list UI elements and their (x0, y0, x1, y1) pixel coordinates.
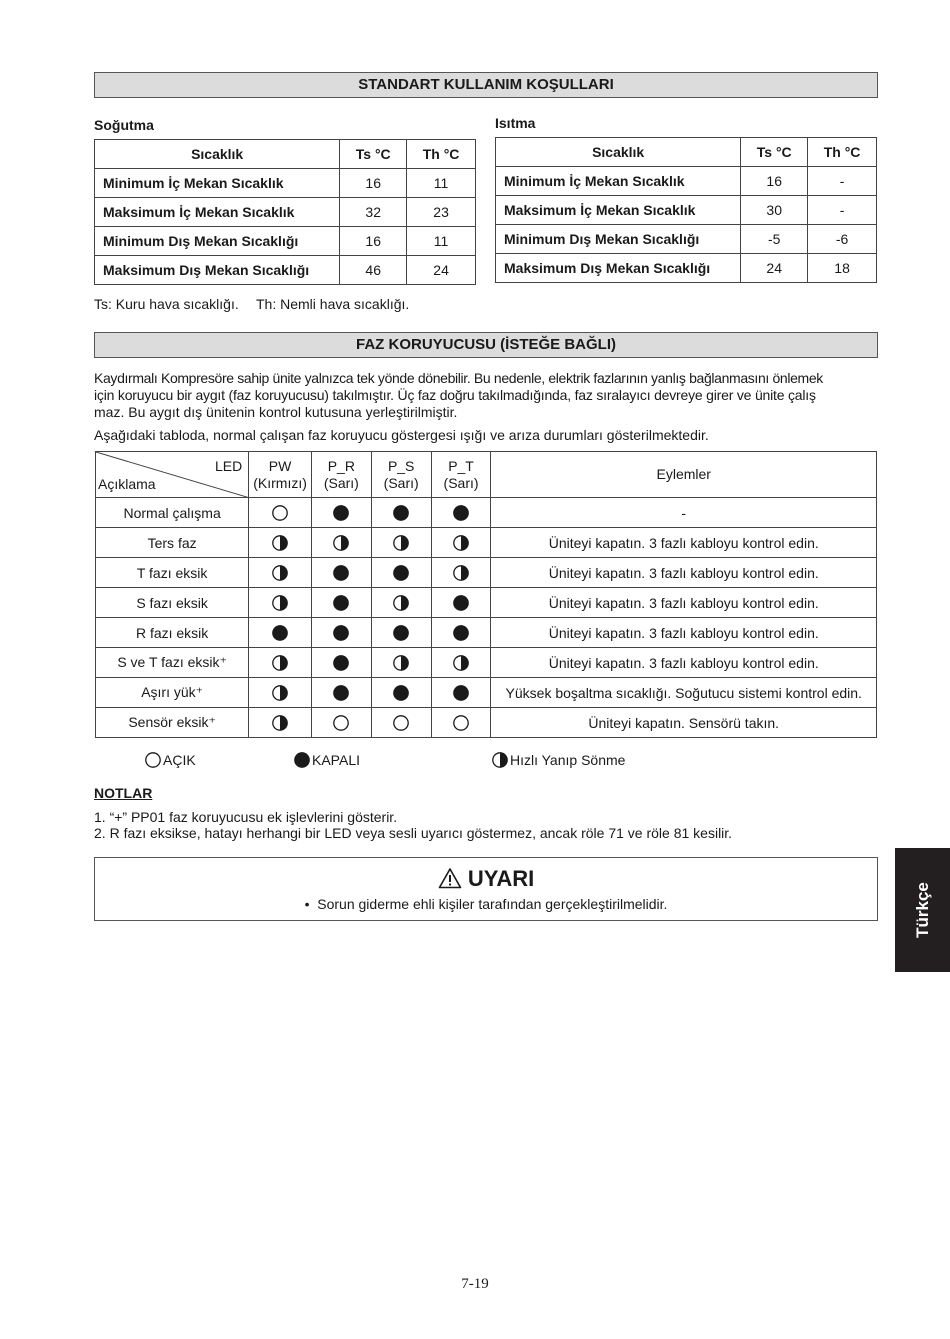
legend-closed (294, 752, 360, 768)
row-description: S ve T fazı eksik⁺ (96, 648, 249, 678)
led-blink-icon (272, 535, 288, 551)
led-closed-icon (393, 685, 409, 701)
column-name: P_T (448, 457, 474, 474)
led-cell (311, 618, 371, 648)
row-description: Aşırı yük⁺ (96, 678, 249, 708)
led-blink-icon (272, 655, 288, 671)
bullet-icon: • (304, 896, 318, 912)
table-row (96, 678, 877, 708)
led-cell (431, 558, 491, 588)
led-cell (311, 588, 371, 618)
led-blink-icon (272, 595, 288, 611)
led-cell (249, 558, 312, 588)
header-led-label: LED (215, 458, 243, 474)
led-cell (249, 708, 312, 738)
row-label: Minimum İç Mekan Sıcaklık (95, 169, 340, 198)
led-cell (371, 498, 431, 528)
legend-open (145, 752, 196, 768)
led-closed-icon (333, 625, 349, 641)
th-value: 11 (407, 227, 476, 256)
led-cell (249, 618, 312, 648)
led-blink-icon (272, 715, 288, 731)
led-cell (431, 618, 491, 648)
heating-title: Isıtma (495, 115, 536, 131)
table-row (95, 198, 476, 227)
led-cell (431, 678, 491, 708)
led-closed-icon (393, 625, 409, 641)
led-blink-icon (453, 565, 469, 581)
led-blink-icon (393, 595, 409, 611)
phase-protector-table (95, 451, 877, 738)
led-cell (371, 648, 431, 678)
header-actions: Eylemler (491, 452, 877, 498)
led-cell (371, 558, 431, 588)
heating-table (495, 137, 877, 283)
led-blink-icon (492, 752, 508, 768)
legend-closed-label: KAPALI (312, 752, 360, 768)
row-action: - (491, 498, 877, 528)
led-blink-icon (393, 655, 409, 671)
table-row (95, 169, 476, 198)
led-closed-icon (333, 505, 349, 521)
ts-value: 24 (741, 254, 808, 283)
led-closed-icon (272, 625, 288, 641)
table-row (96, 588, 877, 618)
led-blink-icon (393, 535, 409, 551)
note-item: 1. “+” PP01 faz koruyucusu ek işlevlerini gösterir. (94, 809, 398, 825)
led-cell (431, 588, 491, 618)
led-closed-icon (393, 505, 409, 521)
header-description-label: Açıklama (98, 476, 156, 492)
header-ts: Ts °C (741, 138, 808, 167)
table-header-row (496, 138, 877, 167)
led-cell (249, 588, 312, 618)
row-label: Maksimum Dış Mekan Sıcaklığı (496, 254, 741, 283)
row-description: T fazı eksik (96, 558, 249, 588)
note-item: 2. R fazı eksikse, hatayı herhangi bir LED veya sesli uyarıcı göstermez, ancak röle 71 ve röle 81 kesilir. (94, 825, 733, 841)
table-row (95, 256, 476, 285)
th-value: 11 (407, 169, 476, 198)
table-row (96, 648, 877, 678)
ts-value: 32 (340, 198, 407, 227)
led-cell (311, 708, 371, 738)
led-cell (311, 648, 371, 678)
row-description: Sensör eksik⁺ (96, 708, 249, 738)
table-row (96, 558, 877, 588)
column-color: (Kırmızı) (253, 474, 307, 491)
led-open-icon (272, 505, 288, 521)
led-cell (249, 678, 312, 708)
header-ts: Ts °C (340, 140, 407, 169)
table-header-row (96, 452, 877, 498)
row-action: Üniteyi kapatın. 3 fazlı kabloyu kontrol edin. (491, 528, 877, 558)
language-tab-label: Türkçe (912, 882, 932, 938)
warning-item (95, 896, 877, 912)
cooling-title: Soğutma (94, 117, 154, 133)
header-p-t (431, 452, 491, 498)
led-closed-icon (453, 595, 469, 611)
row-action: Yüksek boşaltma sıcaklığı. Soğutucu sistemi kontrol edin. (491, 678, 877, 708)
row-label: Minimum İç Mekan Sıcaklık (496, 167, 741, 196)
led-blink-icon (272, 685, 288, 701)
led-cell (371, 588, 431, 618)
warning-item-text: Sorun giderme ehli kişiler tarafından gerçekleştirilmelidir. (317, 896, 668, 912)
header-th: Th °C (808, 138, 877, 167)
column-name: P_S (387, 457, 415, 474)
warning-triangle-icon (438, 867, 462, 895)
led-open-icon (453, 715, 469, 731)
ts-value: 16 (741, 167, 808, 196)
section-title-phase-protector: FAZ KORUYUCUSU (İSTEĞE BAĞLI) (94, 332, 878, 358)
header-corner-cell (96, 452, 249, 498)
intro-line: Kaydırmalı Kompresöre sahip ünite yalnızca tek yönde dönebilir. Bu nedenle, elektrik fazlarının yanlış bağlanmasını önlemek (94, 370, 823, 386)
table-row (496, 225, 877, 254)
row-description: Normal çalışma (96, 498, 249, 528)
table-intro: Aşağıdaki tabloda, normal çalışan faz koruyucu göstergesi ışığı ve arıza durumları gösterilmektedir. (94, 427, 709, 443)
row-description: R fazı eksik (96, 618, 249, 648)
intro-paragraph (94, 370, 878, 421)
table-row (95, 227, 476, 256)
led-closed-icon (333, 655, 349, 671)
table-header-row (95, 140, 476, 169)
table-row (496, 196, 877, 225)
th-value: 18 (808, 254, 877, 283)
row-action: Üniteyi kapatın. 3 fazlı kabloyu kontrol edin. (491, 558, 877, 588)
th-value: -6 (808, 225, 877, 254)
row-label: Minimum Dış Mekan Sıcaklığı (496, 225, 741, 254)
legend-open-label: AÇIK (163, 752, 196, 768)
legend-blink (492, 752, 625, 768)
led-cell (371, 708, 431, 738)
column-color: (Sarı) (323, 474, 359, 491)
led-blink-icon (453, 655, 469, 671)
header-temperature: Sıcaklık (95, 140, 340, 169)
th-value: 23 (407, 198, 476, 227)
led-blink-icon (333, 535, 349, 551)
led-cell (249, 648, 312, 678)
row-label: Maksimum Dış Mekan Sıcaklığı (95, 256, 340, 285)
intro-line: maz. Bu aygıt dış ünitenin kontrol kutusuna yerleştirilmiştir. (94, 404, 458, 420)
led-closed-icon (453, 505, 469, 521)
led-cell (249, 528, 312, 558)
led-cell (371, 678, 431, 708)
header-th: Th °C (407, 140, 476, 169)
led-cell (311, 528, 371, 558)
footnote-ts: Ts: Kuru hava sıcaklığı. (94, 296, 239, 312)
warning-title (95, 866, 877, 895)
notes-title: NOTLAR (94, 785, 153, 801)
led-closed-icon (333, 565, 349, 581)
led-closed-icon (333, 685, 349, 701)
led-cell (371, 618, 431, 648)
column-color: (Sarı) (383, 474, 419, 491)
led-open-icon (333, 715, 349, 731)
language-tab (895, 848, 950, 972)
header-p-r (311, 452, 371, 498)
ts-value: 16 (340, 227, 407, 256)
led-closed-icon (453, 625, 469, 641)
led-closed-icon (333, 595, 349, 611)
table-row (496, 167, 877, 196)
column-name: PW (268, 457, 292, 474)
row-action: Üniteyi kapatın. 3 fazlı kabloyu kontrol edin. (491, 588, 877, 618)
footnote-th: Th: Nemli hava sıcaklığı. (256, 296, 410, 312)
column-name: P_R (327, 457, 355, 474)
warning-title-text: UYARI (467, 866, 535, 891)
ts-value: 46 (340, 256, 407, 285)
led-cell (311, 678, 371, 708)
header-temperature: Sıcaklık (496, 138, 741, 167)
led-cell (431, 708, 491, 738)
ts-value: 30 (741, 196, 808, 225)
led-open-icon (145, 752, 161, 768)
led-closed-icon (294, 752, 310, 768)
legend-blink-label: Hızlı Yanıp Sönme (510, 752, 626, 768)
row-action: Üniteyi kapatın. Sensörü takın. (491, 708, 877, 738)
table-row (96, 618, 877, 648)
led-cell (311, 558, 371, 588)
table-row (96, 708, 877, 738)
led-cell (249, 498, 312, 528)
table-row (496, 254, 877, 283)
led-cell (311, 498, 371, 528)
led-cell (431, 648, 491, 678)
section-title-standard-conditions: STANDART KULLANIM KOŞULLARI (94, 72, 878, 98)
led-cell (431, 498, 491, 528)
page-number: 7-19 (461, 1276, 489, 1292)
led-open-icon (393, 715, 409, 731)
cooling-table (94, 139, 476, 285)
th-value: 24 (407, 256, 476, 285)
th-value: - (808, 196, 877, 225)
row-label: Minimum Dış Mekan Sıcaklığı (95, 227, 340, 256)
row-description: S fazı eksik (96, 588, 249, 618)
ts-value: 16 (340, 169, 407, 198)
ts-value: -5 (741, 225, 808, 254)
column-color: (Sarı) (443, 474, 479, 491)
header-pw (249, 452, 312, 498)
led-blink-icon (272, 565, 288, 581)
header-p-s (371, 452, 431, 498)
led-cell (431, 528, 491, 558)
row-action: Üniteyi kapatın. 3 fazlı kabloyu kontrol edin. (491, 648, 877, 678)
led-closed-icon (393, 565, 409, 581)
row-label: Maksimum İç Mekan Sıcaklık (496, 196, 741, 225)
intro-line: için koruyucu bir aygıt (faz koruyucusu) takılmıştır. Üç faz doğru takılmadığında, faz sıralayıcı devreye girer ve ünite çalış (94, 387, 816, 403)
row-label: Maksimum İç Mekan Sıcaklık (95, 198, 340, 227)
table-row (96, 498, 877, 528)
table-row (96, 528, 877, 558)
led-closed-icon (453, 685, 469, 701)
th-value: - (808, 167, 877, 196)
led-cell (371, 528, 431, 558)
row-action: Üniteyi kapatın. 3 fazlı kabloyu kontrol edin. (491, 618, 877, 648)
led-blink-icon (453, 535, 469, 551)
warning-box (94, 857, 878, 921)
row-description: Ters faz (96, 528, 249, 558)
